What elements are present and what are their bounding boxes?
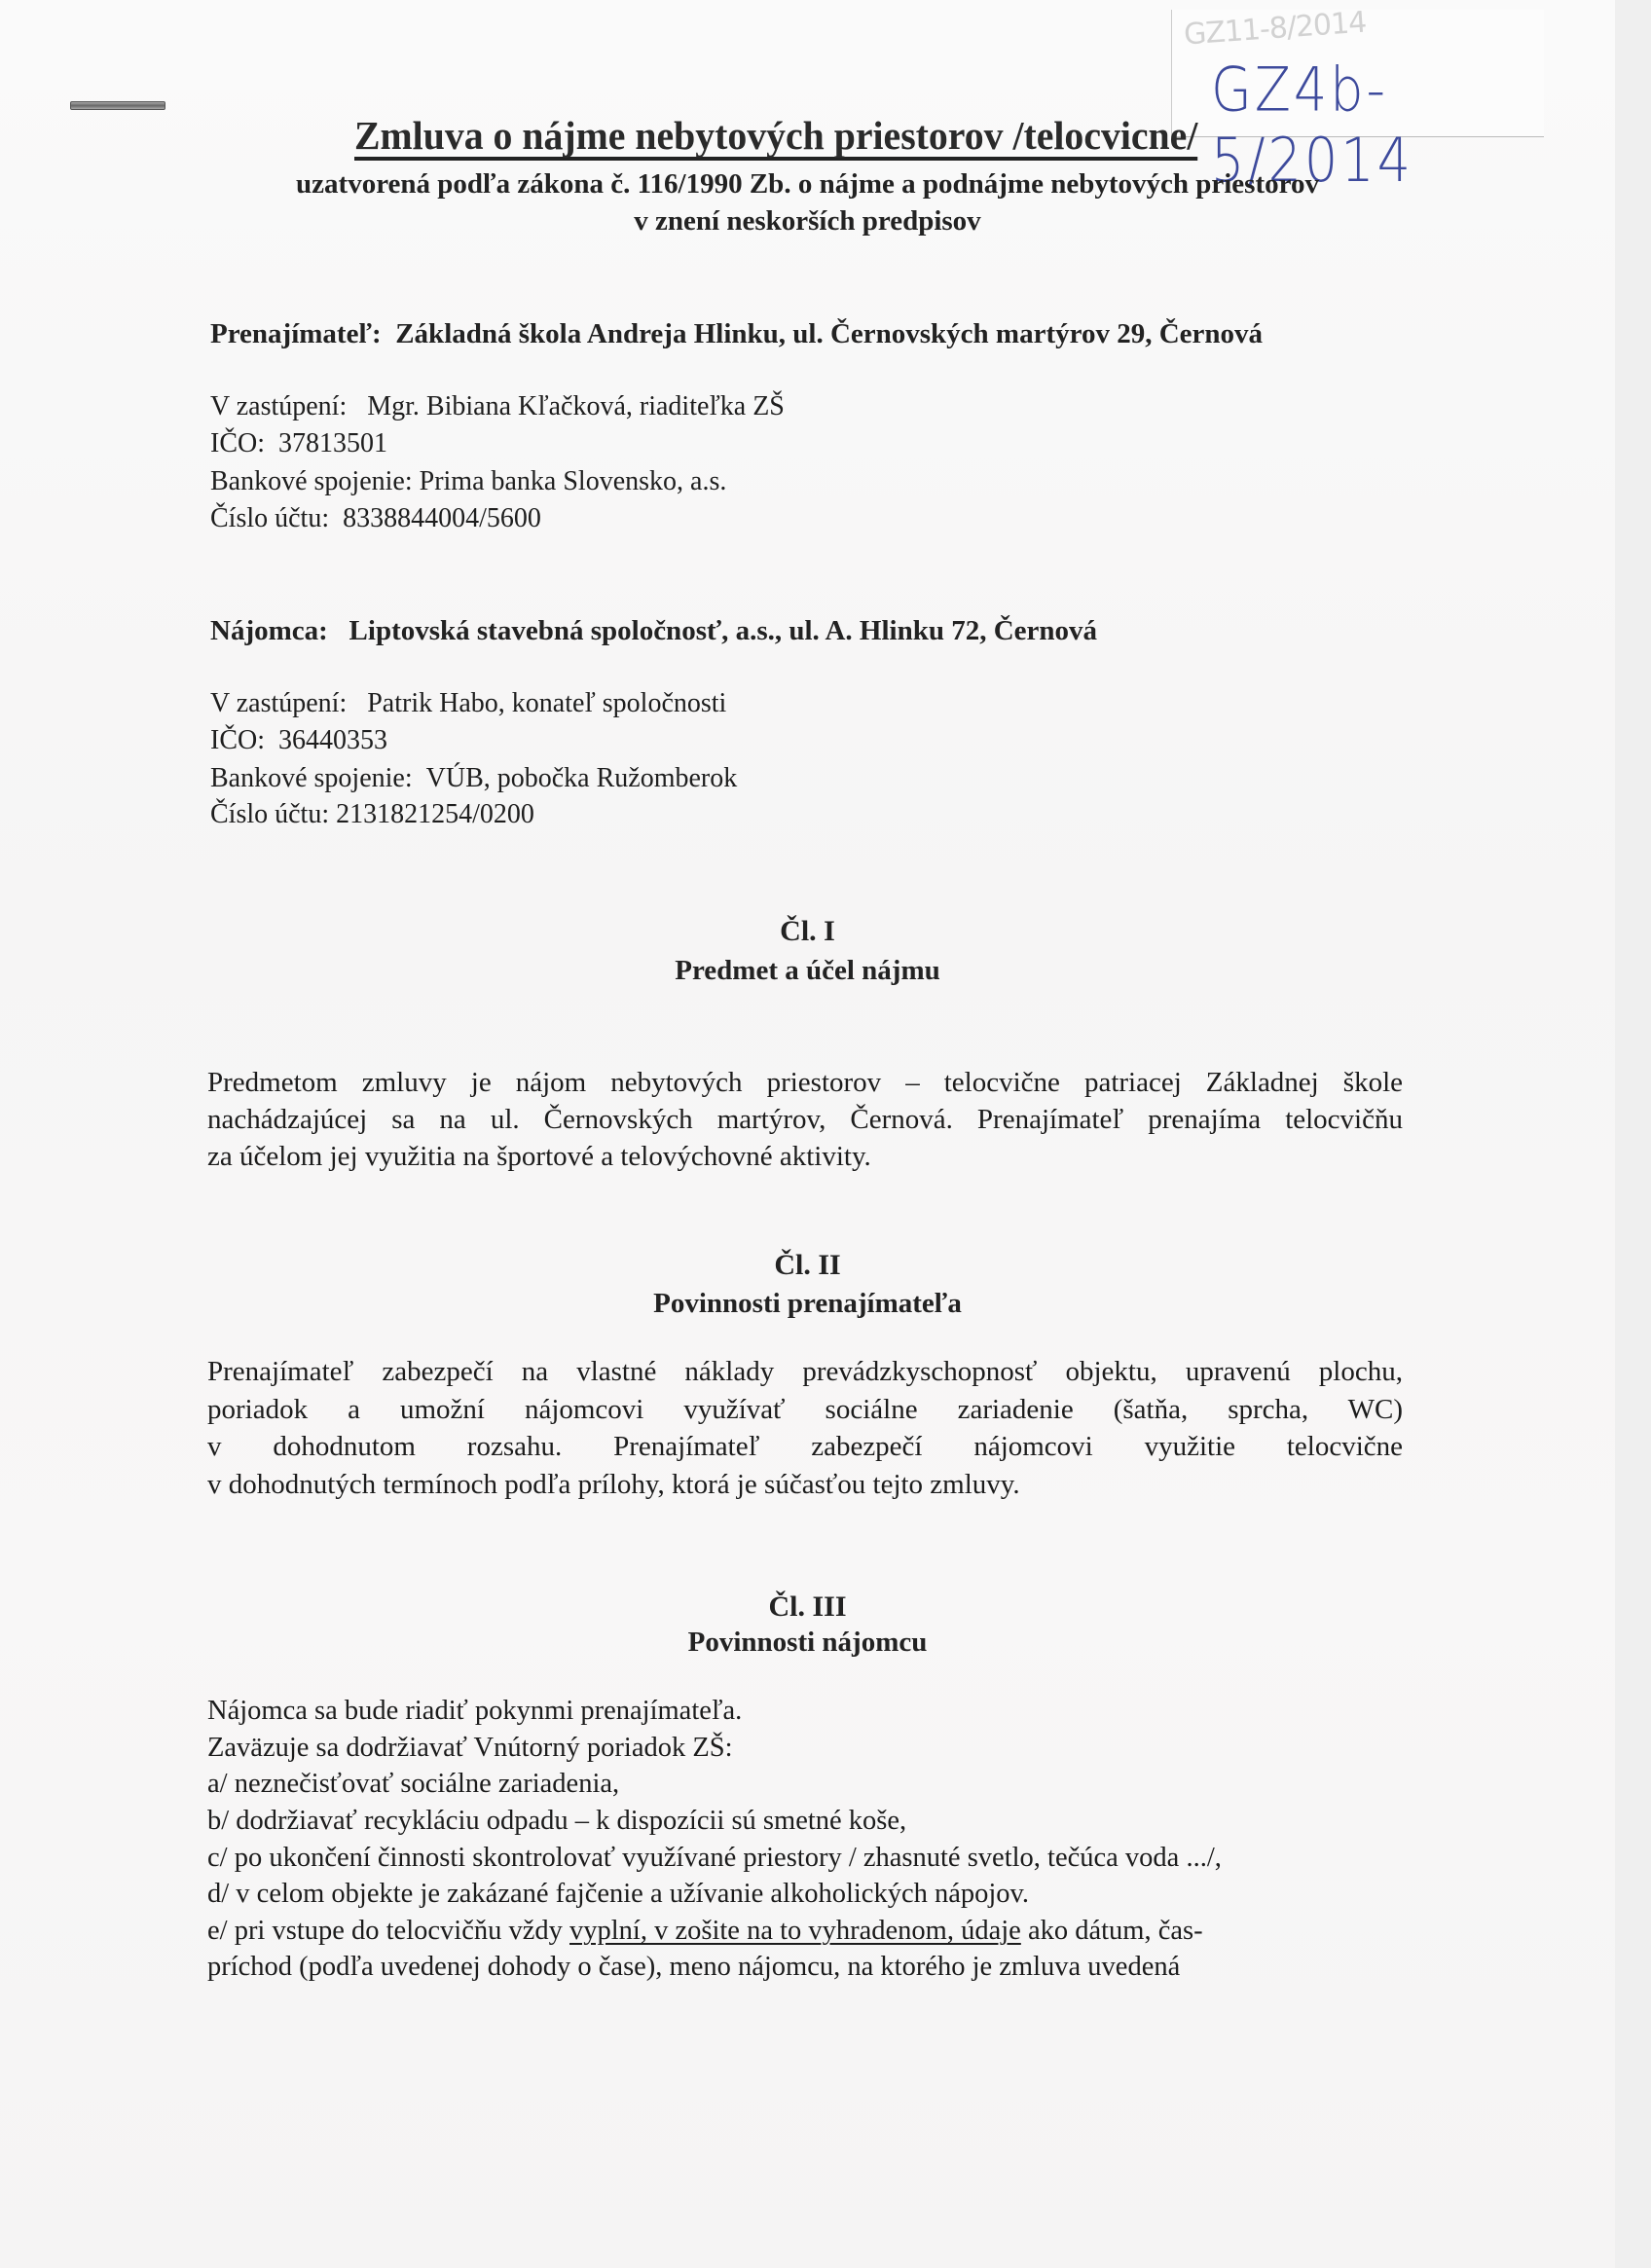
- article-1-title: Predmet a účel nájmu: [675, 955, 940, 986]
- article-2-title: Povinnosti prenajímateľa: [653, 1288, 962, 1319]
- document-title: Zmluva o nájme nebytových priestorov /telocvicne/: [354, 115, 1197, 161]
- landlord-bank: [210, 466, 726, 497]
- article-1-line: nachádzajúcej sa na ul. Černovských martýrov, Černová. Prenajímateľ prenajíma telocvičňu: [207, 1104, 1403, 1135]
- article-3-item-b: b/ dodržiavať recykláciu odpadu – k dispozícii sú smetné koše,: [207, 1806, 907, 1836]
- field-value: 36440353: [278, 725, 387, 755]
- item-e-prefix: e/ pri vstupe do telocvičňu vždy: [207, 1916, 569, 1946]
- scanner-edge: [1615, 0, 1651, 2268]
- tenant-name: Liptovská stavebná spoločnosť, a.s., ul. A. Hlinku 72, Černová: [349, 615, 1098, 646]
- article-3-line: Zaväzuje sa dodržiavať Vnútorný poriadok ZŠ:: [207, 1733, 733, 1763]
- tenant-account: [210, 799, 534, 830]
- field-label: Číslo účtu:: [210, 799, 330, 829]
- field-value: Prima banka Slovensko, a.s.: [419, 466, 727, 496]
- field-value: Patrik Habo, konateľ spoločnosti: [367, 688, 727, 718]
- field-label: Bankové spojenie:: [210, 763, 413, 793]
- item-e-underlined: vyplní, v zošite na to vyhradenom, údaje: [569, 1916, 1021, 1946]
- field-label: Bankové spojenie:: [210, 466, 413, 496]
- handwritten-registry-number: GZ4b-5/2014: [1211, 55, 1413, 196]
- article-1-number: Čl. I: [780, 915, 835, 947]
- field-value: 8338844004/5600: [343, 503, 541, 533]
- article-2-line: poriadok a umožní nájomcovi využívať sociálne zariadenie (šatňa, sprcha, WC): [207, 1394, 1403, 1425]
- document-subtitle-line2: v znení neskorších predpisov: [634, 205, 981, 237]
- article-3-item-c: c/ po ukončení činnosti skontrolovať využívané priestory / zhasnuté svetlo, tečúca voda .../,: [207, 1843, 1222, 1873]
- article-2-line: Prenajímateľ zabezpečí na vlastné náklady prevádzkyschopnosť objektu, upravenú plochu,: [207, 1356, 1403, 1387]
- field-label: V zastúpení:: [210, 688, 348, 718]
- landlord-account: [210, 503, 541, 534]
- article-3-item-e-continuation: príchod (podľa uvedenej dohody o čase), meno nájomcu, na ktorého je zmluva uvedená: [207, 1952, 1181, 1982]
- landlord-heading: [210, 318, 1263, 350]
- field-value: Mgr. Bibiana Kľačková, riaditeľka ZŠ: [367, 391, 785, 421]
- landlord-name: Základná škola Andreja Hlinku, ul. Černovských martýrov 29, Černová: [395, 318, 1264, 349]
- article-2-line: v dohodnutom rozsahu. Prenajímateľ zabezpečí nájomcovi využitie telocvične: [207, 1431, 1403, 1462]
- field-value: 37813501: [278, 428, 387, 458]
- article-2-number: Čl. II: [774, 1249, 841, 1281]
- pencil-note: GZ11-8/2014: [1183, 5, 1368, 53]
- tenant-heading: [210, 615, 1097, 647]
- field-label: V zastúpení:: [210, 391, 348, 421]
- field-label: IČO:: [210, 428, 265, 458]
- field-label: Číslo účtu:: [210, 503, 330, 533]
- landlord-ico: [210, 428, 387, 459]
- article-3-number: Čl. III: [768, 1591, 847, 1623]
- tenant-bank: [210, 763, 737, 794]
- tenant-representative: [210, 688, 726, 719]
- registry-sticky-note: [1171, 5, 1544, 196]
- article-3-line: Nájomca sa bude riadiť pokynmi prenajímateľa.: [207, 1696, 743, 1726]
- landlord-representative: [210, 391, 785, 422]
- article-3-item-a: a/ neznečisťovať sociálne zariadenia,: [207, 1769, 620, 1799]
- article-3-item-d: d/ v celom objekte je zakázané fajčenie a užívanie alkoholických nápojov.: [207, 1879, 1030, 1909]
- article-1-line: Predmetom zmluvy je nájom nebytových priestorov – telocvične patriacej Základnej škole: [207, 1067, 1403, 1098]
- article-2-line: v dohodnutých termínoch podľa prílohy, ktorá je súčasťou tejto zmluvy.: [207, 1469, 1020, 1500]
- document-subtitle-line1: uzatvorená podľa zákona č. 116/1990 Zb. o nájme a podnájme nebytových priestorov: [296, 168, 1319, 200]
- landlord-label: Prenajímateľ:: [210, 318, 382, 349]
- tenant-label: Nájomca:: [210, 615, 328, 646]
- article-1-line: za účelom jej využitia na športové a telovýchovné aktivity.: [207, 1141, 871, 1172]
- article-3-title: Povinnosti nájomcu: [687, 1627, 928, 1658]
- staple-mark: [70, 101, 165, 110]
- article-3-item-e: [207, 1916, 1203, 1947]
- field-label: IČO:: [210, 725, 265, 755]
- tenant-ico: [210, 725, 387, 756]
- item-e-suffix: ako dátum, čas-: [1020, 1916, 1203, 1946]
- field-value: 2131821254/0200: [336, 799, 534, 829]
- field-value: VÚB, pobočka Ružomberok: [425, 763, 738, 793]
